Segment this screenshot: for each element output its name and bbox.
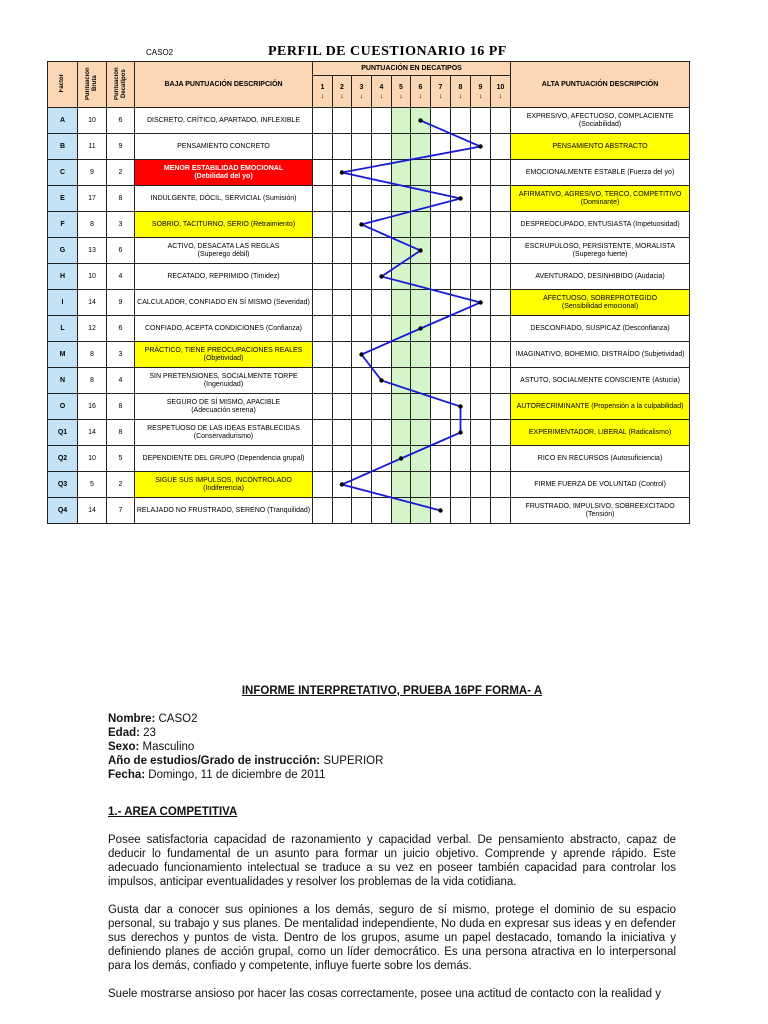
scale-cell-8 (451, 186, 471, 212)
scale-cell-6 (411, 498, 431, 524)
factor-row (48, 472, 690, 498)
scale-cell-2 (333, 134, 352, 160)
scale-cell-3 (352, 368, 372, 394)
scale-cell-1 (313, 264, 333, 290)
factor-row (48, 446, 690, 472)
alta-description: AFECTUOSO, SOBREPROTEGIDO (Sensibilidad emocional) (511, 290, 690, 316)
scale-cell-9 (471, 108, 491, 134)
factor-row (48, 394, 690, 420)
scale-cell-5 (392, 264, 411, 290)
scale-cell-4 (372, 368, 392, 394)
decatipo-cell: 6 (107, 238, 135, 264)
scale-cell-8 (451, 212, 471, 238)
decatipo-header-5: 5 ↓ (392, 76, 411, 108)
scale-cell-2 (333, 186, 352, 212)
header-scale-title: PUNTUACIÓN EN DECATIPOS (313, 62, 511, 76)
scale-cell-5 (392, 186, 411, 212)
scale-cell-8 (451, 264, 471, 290)
scale-cell-5 (392, 368, 411, 394)
report-fields (108, 712, 676, 782)
decatipo-header-2: 2 ↓ (333, 76, 352, 108)
scale-cell-7 (431, 238, 451, 264)
scale-cell-1 (313, 238, 333, 264)
factor-cell: O (48, 394, 78, 420)
factor-row (48, 160, 690, 186)
scale-cell-7 (431, 342, 451, 368)
scale-cell-2 (333, 160, 352, 186)
scale-cell-6 (411, 134, 431, 160)
scale-cell-1 (313, 290, 333, 316)
decatipo-cell: 8 (107, 394, 135, 420)
alta-description: FRUSTRADO, IMPULSIVO, SOBREEXCITADO (Tensión) (511, 498, 690, 524)
scale-cell-6 (411, 212, 431, 238)
report-field-value: CASO2 (155, 713, 198, 725)
scale-cell-3 (352, 238, 372, 264)
scale-cell-10 (491, 316, 511, 342)
scale-cell-7 (431, 498, 451, 524)
baja-description: SIN PRETENSIONES, SOCIALMENTE TORPE (Ingenuidad) (135, 368, 313, 394)
scale-cell-10 (491, 186, 511, 212)
scale-cell-7 (431, 394, 451, 420)
header-factor: Factor (48, 62, 78, 108)
bruta-cell: 9 (78, 160, 107, 186)
scale-cell-10 (491, 134, 511, 160)
scale-cell-6 (411, 238, 431, 264)
profile-title: PERFIL DE CUESTIONARIO 16 PF (268, 44, 507, 59)
scale-cell-6 (411, 264, 431, 290)
scale-cell-4 (372, 446, 392, 472)
factor-cell: L (48, 316, 78, 342)
bruta-cell: 17 (78, 186, 107, 212)
decatipo-header-10: 10 ↓ (491, 76, 511, 108)
scale-cell-3 (352, 316, 372, 342)
scale-cell-1 (313, 342, 333, 368)
scale-cell-2 (333, 472, 352, 498)
baja-description: ACTIVO, DESACATA LAS REGLAS (Superego débil) (135, 238, 313, 264)
scale-cell-5 (392, 394, 411, 420)
scale-cell-9 (471, 290, 491, 316)
scale-cell-8 (451, 472, 471, 498)
scale-cell-7 (431, 160, 451, 186)
scale-cell-4 (372, 472, 392, 498)
scale-cell-5 (392, 420, 411, 446)
baja-description: CONFIADO, ACEPTA CONDICIONES (Confianza) (135, 316, 313, 342)
baja-description: RESPETUOSO DE LAS IDEAS ESTABLECIDAS (Conservadurismo) (135, 420, 313, 446)
factor-row (48, 342, 690, 368)
scale-cell-9 (471, 446, 491, 472)
scale-cell-9 (471, 238, 491, 264)
scale-cell-4 (372, 186, 392, 212)
scale-cell-10 (491, 420, 511, 446)
scale-cell-4 (372, 342, 392, 368)
alta-description: DESPREOCUPADO, ENTUSIASTA (Impetuosidad) (511, 212, 690, 238)
report-field (108, 740, 676, 754)
alta-description: DESCONFIADO, SUSPICAZ (Desconfianza) (511, 316, 690, 342)
scale-cell-5 (392, 316, 411, 342)
scale-cell-2 (333, 108, 352, 134)
scale-cell-7 (431, 264, 451, 290)
header-baja: BAJA PUNTUACIÓN DESCRIPCIÓN (135, 62, 313, 108)
report-paragraph: Suele mostrarse ansioso por hacer las cosas correctamente, posee una actitud de contacto con la realidad y (108, 988, 661, 1000)
baja-description: DISCRETO, CRÍTICO, APARTADO, INFLEXIBLE (135, 108, 313, 134)
scale-cell-1 (313, 212, 333, 238)
scale-cell-10 (491, 264, 511, 290)
bruta-cell: 14 (78, 420, 107, 446)
alta-description: EXPERIMENTADOR, LIBERAL (Radicalismo) (511, 420, 690, 446)
decatipo-cell: 4 (107, 368, 135, 394)
scale-cell-8 (451, 394, 471, 420)
bruta-cell: 12 (78, 316, 107, 342)
alta-description: FIRME FUERZA DE VOLUNTAD (Control) (511, 472, 690, 498)
scale-cell-7 (431, 290, 451, 316)
decatipo-header-8: 8 ↓ (451, 76, 471, 108)
bruta-cell: 14 (78, 290, 107, 316)
decatipo-cell: 9 (107, 134, 135, 160)
scale-cell-7 (431, 472, 451, 498)
factor-cell: I (48, 290, 78, 316)
scale-cell-8 (451, 498, 471, 524)
bruta-cell: 8 (78, 342, 107, 368)
alta-description: RICO EN RECURSOS (Autosuficiencia) (511, 446, 690, 472)
factor-cell: C (48, 160, 78, 186)
decatipo-cell: 3 (107, 212, 135, 238)
scale-cell-6 (411, 316, 431, 342)
scale-cell-6 (411, 108, 431, 134)
bruta-cell: 8 (78, 368, 107, 394)
decatipo-cell: 6 (107, 108, 135, 134)
scale-cell-3 (352, 446, 372, 472)
scale-cell-3 (352, 420, 372, 446)
bruta-cell: 8 (78, 212, 107, 238)
report-field-value: Masculino (139, 741, 195, 753)
scale-cell-10 (491, 238, 511, 264)
scale-cell-6 (411, 186, 431, 212)
factor-cell: Q4 (48, 498, 78, 524)
report-paragraph: Posee satisfactoria capacidad de razonamiento y capacidad verbal. De pensamiento abstracto, capaz de deducir lo fundamental de un asunto para formar un juicio objetivo. Comprende y aprende rápido. Este adecuado funcionamiento intelectual se traduce a su vez en poseer también capacidad para controlar los impulsos, anticipar eventualidades y resolver los problemas de la vida cotidiana. (108, 834, 676, 888)
factor-cell: Q2 (48, 446, 78, 472)
scale-cell-4 (372, 290, 392, 316)
scale-cell-10 (491, 498, 511, 524)
scale-cell-4 (372, 316, 392, 342)
scale-cell-2 (333, 238, 352, 264)
decatipo-cell: 2 (107, 472, 135, 498)
baja-description: RECATADO, REPRIMIDO (Timidez) (135, 264, 313, 290)
factor-row (48, 238, 690, 264)
decatipo-cell: 3 (107, 342, 135, 368)
baja-description: DEPENDIENTE DEL GRUPO (Dependencia grupal) (135, 446, 313, 472)
scale-cell-4 (372, 238, 392, 264)
scale-cell-2 (333, 368, 352, 394)
bruta-cell: 13 (78, 238, 107, 264)
scale-cell-9 (471, 498, 491, 524)
report-field (108, 754, 676, 768)
scale-cell-6 (411, 342, 431, 368)
scale-cell-2 (333, 498, 352, 524)
report (108, 684, 676, 1015)
decatipo-header-7: 7 ↓ (431, 76, 451, 108)
scale-cell-3 (352, 108, 372, 134)
baja-description: RELAJADO NO FRUSTRADO, SERENO (Tranquilidad) (135, 498, 313, 524)
decatipo-cell: 8 (107, 420, 135, 446)
scale-cell-2 (333, 420, 352, 446)
scale-cell-7 (431, 368, 451, 394)
decatipo-cell: 4 (107, 264, 135, 290)
factor-cell: A (48, 108, 78, 134)
factor-row (48, 212, 690, 238)
scale-cell-3 (352, 160, 372, 186)
factor-row (48, 420, 690, 446)
factor-row (48, 498, 690, 524)
scale-cell-8 (451, 316, 471, 342)
alta-description: EXPRESIVO, AFECTUOSO, COMPLACIENTE (Sociabilidad) (511, 108, 690, 134)
scale-cell-4 (372, 264, 392, 290)
scale-cell-6 (411, 446, 431, 472)
scale-cell-4 (372, 498, 392, 524)
scale-cell-8 (451, 342, 471, 368)
scale-cell-6 (411, 394, 431, 420)
factor-row (48, 316, 690, 342)
scale-cell-2 (333, 212, 352, 238)
decatipo-header-9: 9 ↓ (471, 76, 491, 108)
scale-cell-5 (392, 160, 411, 186)
header-bruta: Puntuación Bruta (78, 62, 107, 108)
report-field (108, 768, 676, 782)
scale-cell-4 (372, 394, 392, 420)
scale-cell-6 (411, 472, 431, 498)
scale-cell-9 (471, 342, 491, 368)
scale-cell-4 (372, 108, 392, 134)
scale-cell-7 (431, 420, 451, 446)
scale-cell-7 (431, 446, 451, 472)
scale-cell-1 (313, 160, 333, 186)
bruta-cell: 16 (78, 394, 107, 420)
report-field-value: 23 (139, 727, 156, 739)
scale-cell-9 (471, 420, 491, 446)
scale-cell-7 (431, 316, 451, 342)
scale-cell-5 (392, 290, 411, 316)
decatipo-header-3: 3 ↓ (352, 76, 372, 108)
scale-cell-1 (313, 446, 333, 472)
decatipo-header-1: 1 ↓ (313, 76, 333, 108)
decatipo-header-4: 4 ↓ (372, 76, 392, 108)
report-field-label: Fecha: (108, 769, 146, 781)
scale-cell-6 (411, 368, 431, 394)
scale-cell-1 (313, 394, 333, 420)
scale-cell-2 (333, 446, 352, 472)
scale-cell-5 (392, 498, 411, 524)
scale-cell-7 (431, 134, 451, 160)
report-field-value: SUPERIOR (320, 755, 384, 767)
baja-description: SEGURO DE SÍ MISMO, APACIBLE (Adecuación serena) (135, 394, 313, 420)
factor-cell: E (48, 186, 78, 212)
baja-description: PENSAMIENTO CONCRETO (135, 134, 313, 160)
scale-cell-2 (333, 316, 352, 342)
factor-cell: Q1 (48, 420, 78, 446)
decatipo-cell: 2 (107, 160, 135, 186)
baja-description: SIGUE SUS IMPULSOS, INCONTROLADO (Indiferencia) (135, 472, 313, 498)
scale-cell-8 (451, 134, 471, 160)
factor-cell: M (48, 342, 78, 368)
alta-description: ASTUTO, SOCIALMENTE CONSCIENTE (Astucia) (511, 368, 690, 394)
scale-cell-6 (411, 290, 431, 316)
scale-cell-1 (313, 134, 333, 160)
scale-cell-5 (392, 472, 411, 498)
scale-cell-10 (491, 108, 511, 134)
report-field-label: Año de estudios/Grado de instrucción: (108, 755, 321, 767)
decatipo-cell: 6 (107, 316, 135, 342)
scale-cell-9 (471, 472, 491, 498)
scale-cell-5 (392, 238, 411, 264)
factor-row (48, 290, 690, 316)
scale-cell-2 (333, 264, 352, 290)
factor-row (48, 186, 690, 212)
report-field-label: Nombre: (108, 713, 156, 725)
scale-cell-5 (392, 446, 411, 472)
alta-description: ESCRUPULOSO, PERSISTENTE, MORALISTA (Superego fuerte) (511, 238, 690, 264)
scale-cell-3 (352, 394, 372, 420)
alta-description: IMAGINATIVO, BOHEMIO, DISTRAÍDO (Subjetividad) (511, 342, 690, 368)
scale-cell-1 (313, 316, 333, 342)
scale-cell-7 (431, 212, 451, 238)
factor-cell: B (48, 134, 78, 160)
baja-description: SOBRIO, TACITURNO, SERIO (Retraimiento) (135, 212, 313, 238)
decatipo-cell: 9 (107, 290, 135, 316)
report-title: INFORME INTERPRETATIVO, PRUEBA 16PF FORMA- A (241, 685, 543, 697)
scale-cell-10 (491, 472, 511, 498)
bruta-cell: 14 (78, 498, 107, 524)
scale-cell-4 (372, 212, 392, 238)
scale-cell-3 (352, 290, 372, 316)
bruta-cell: 10 (78, 264, 107, 290)
factor-cell: F (48, 212, 78, 238)
scale-cell-7 (431, 108, 451, 134)
report-field (108, 726, 676, 740)
scale-cell-10 (491, 342, 511, 368)
scale-cell-2 (333, 342, 352, 368)
scale-cell-1 (313, 420, 333, 446)
scale-cell-10 (491, 394, 511, 420)
baja-description: INDULGENTE, DÓCIL, SERVICIAL (Sumisión) (135, 186, 313, 212)
scale-cell-5 (392, 212, 411, 238)
factor-row (48, 264, 690, 290)
decatipo-cell: 5 (107, 446, 135, 472)
report-paragraph: Gusta dar a conocer sus opiniones a los demás, seguro de sí mismo, protege el dominio de su espacio personal, su trabajo y sus planes. De mentalidad independiente, No duda en expresar sus ideas y en defender sus derechos y puntos de vista. Dentro de los grupos, asume un papel destacado, tomando la iniciativa y definiendo planes de acción grupal, como un líder democrático. Es una persona atractiva en lo interpersonal para los demás, confiado y competente, influye fuerte sobre los demás. (108, 904, 676, 972)
factor-row (48, 368, 690, 394)
scale-cell-1 (313, 472, 333, 498)
bruta-cell: 10 (78, 108, 107, 134)
scale-cell-1 (313, 108, 333, 134)
report-field-value: Domingo, 11 de diciembre de 2011 (145, 769, 326, 781)
scale-cell-1 (313, 186, 333, 212)
alta-description: AVENTURADO, DESINHIBIDO (Audacia) (511, 264, 690, 290)
scale-cell-3 (352, 134, 372, 160)
scale-cell-8 (451, 108, 471, 134)
baja-description: MENOR ESTABILIDAD EMOCIONAL (Debilidad del yo) (135, 160, 313, 186)
scale-cell-9 (471, 394, 491, 420)
scale-cell-6 (411, 420, 431, 446)
bruta-cell: 11 (78, 134, 107, 160)
scale-cell-1 (313, 368, 333, 394)
baja-description: CALCULADOR, CONFIADO EN SÍ MISMO (Severidad) (135, 290, 313, 316)
scale-cell-6 (411, 160, 431, 186)
factor-cell: G (48, 238, 78, 264)
decatipo-cell: 8 (107, 186, 135, 212)
factor-cell: N (48, 368, 78, 394)
scale-cell-9 (471, 368, 491, 394)
scale-cell-2 (333, 394, 352, 420)
decatipo-header-6: 6 ↓ (411, 76, 431, 108)
scale-cell-8 (451, 368, 471, 394)
scale-cell-9 (471, 212, 491, 238)
scale-cell-10 (491, 368, 511, 394)
profile-table (47, 61, 690, 524)
section-title: 1.- AREA COMPETITIVA (108, 806, 238, 818)
scale-cell-5 (392, 134, 411, 160)
scale-cell-9 (471, 160, 491, 186)
header-alta: ALTA PUNTUACIÓN DESCRIPCIÓN (511, 62, 690, 108)
report-field-label: Edad: (108, 727, 140, 739)
scale-cell-3 (352, 498, 372, 524)
alta-description: PENSAMIENTO ABSTRACTO (511, 134, 690, 160)
scale-cell-3 (352, 472, 372, 498)
scale-cell-3 (352, 342, 372, 368)
scale-cell-4 (372, 160, 392, 186)
scale-cell-5 (392, 108, 411, 134)
scale-cell-8 (451, 160, 471, 186)
report-paragraphs (108, 833, 676, 1001)
scale-cell-3 (352, 212, 372, 238)
report-field-label: Sexo: (108, 741, 140, 753)
baja-description: PRÁCTICO, TIENE PREOCUPACIONES REALES (Objetividad) (135, 342, 313, 368)
scale-cell-10 (491, 212, 511, 238)
scale-cell-9 (471, 186, 491, 212)
scale-cell-3 (352, 186, 372, 212)
scale-cell-8 (451, 238, 471, 264)
scale-cell-8 (451, 290, 471, 316)
factor-cell: Q3 (48, 472, 78, 498)
factor-row (48, 134, 690, 160)
scale-cell-7 (431, 186, 451, 212)
alta-description: AFIRMATIVO, AGRESIVO, TERCO, COMPETITIVO (Dominante) (511, 186, 690, 212)
scale-cell-4 (372, 420, 392, 446)
scale-cell-10 (491, 290, 511, 316)
case-label: CASO2 (146, 48, 174, 57)
scale-cell-9 (471, 316, 491, 342)
alta-description: AUTORECRIMINANTE (Propensión a la culpabilidad) (511, 394, 690, 420)
scale-cell-2 (333, 290, 352, 316)
factor-row (48, 108, 690, 134)
scale-cell-10 (491, 160, 511, 186)
scale-cell-1 (313, 498, 333, 524)
factor-cell: H (48, 264, 78, 290)
scale-cell-10 (491, 446, 511, 472)
scale-cell-4 (372, 134, 392, 160)
scale-cell-9 (471, 264, 491, 290)
bruta-cell: 10 (78, 446, 107, 472)
header-decatipos: Puntuación Decatipos (107, 62, 135, 108)
alta-description: EMOCIONALMENTE ESTABLE (Fuerza del yo) (511, 160, 690, 186)
scale-cell-3 (352, 264, 372, 290)
scale-cell-8 (451, 446, 471, 472)
scale-cell-9 (471, 134, 491, 160)
bruta-cell: 5 (78, 472, 107, 498)
report-field (108, 712, 676, 726)
scale-cell-5 (392, 342, 411, 368)
scale-cell-8 (451, 420, 471, 446)
decatipo-cell: 7 (107, 498, 135, 524)
